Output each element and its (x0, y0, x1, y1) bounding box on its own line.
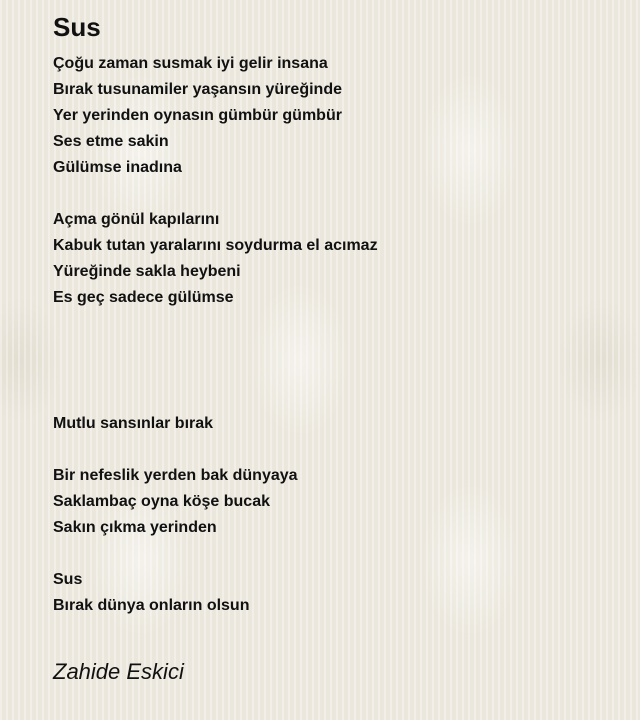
poem-line: Açma gönül kapılarını (53, 211, 220, 228)
poem-line: Saklambaç oyna köşe bucak (53, 493, 270, 510)
poem-line: Yüreğinde sakla heybeni (53, 263, 241, 280)
stanza-5 (53, 567, 249, 619)
poem-line: Ses etme sakin (53, 133, 169, 150)
poem-line: Gülümse inadına (53, 159, 182, 176)
stanza-1 (53, 51, 342, 181)
poem-title: Sus (53, 12, 101, 42)
poem-line: Sus (53, 571, 83, 588)
stanza-3 (53, 411, 213, 437)
poem-line: Bırak tusunamiler yaşansın yüreğinde (53, 81, 342, 98)
poem-line: Sakın çıkma yerinden (53, 519, 217, 536)
poem-line: Mutlu sansınlar bırak (53, 415, 214, 432)
poem-author: Zahide Eskici (53, 659, 184, 684)
poem-line: Bir nefeslik yerden bak dünyaya (53, 467, 298, 484)
stanza-2 (53, 207, 378, 311)
stanza-4 (53, 463, 298, 541)
poem-line: Yer yerinden oynasın gümbür gümbür (53, 107, 342, 124)
poem-line: Es geç sadece gülümse (53, 289, 234, 306)
poem-line: Kabuk tutan yaralarını soydurma el acımaz (53, 237, 378, 254)
poem-line: Bırak dünya onların olsun (53, 597, 250, 614)
poem-line: Çoğu zaman susmak iyi gelir insana (53, 55, 328, 72)
